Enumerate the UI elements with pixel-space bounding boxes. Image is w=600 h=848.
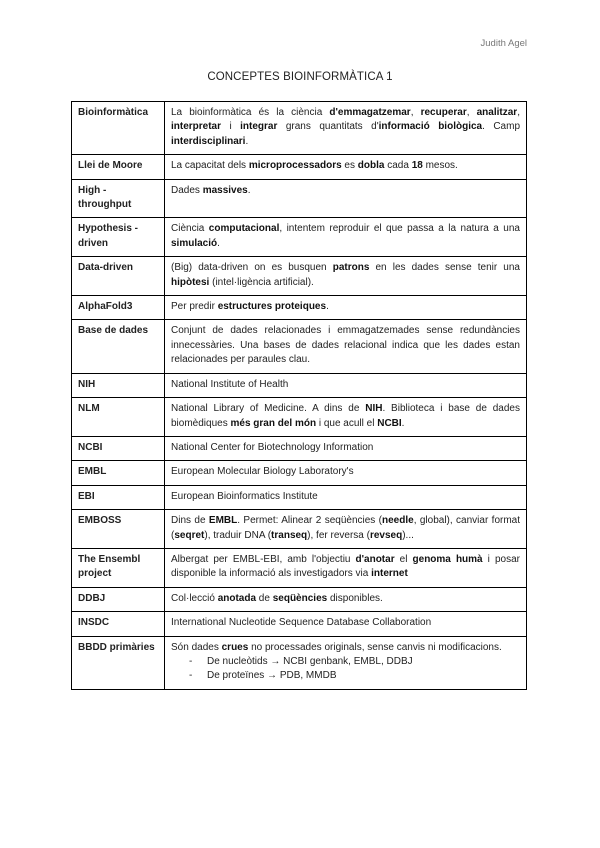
definition-text: Dins de	[171, 515, 209, 527]
glossary-term: High - throughput	[72, 179, 165, 218]
glossary-term: DDBJ	[72, 587, 165, 611]
definition-text: La capacitat dels	[171, 160, 249, 172]
definition-text: de	[256, 592, 273, 604]
definition-text: ,	[466, 107, 477, 118]
definition-text: La bioinformàtica és la ciència	[171, 107, 330, 118]
glossary-term: EBI	[72, 485, 165, 509]
glossary-definition	[165, 398, 527, 437]
glossary-definition	[165, 373, 527, 397]
glossary-row	[72, 320, 527, 373]
definition-text: .	[247, 184, 251, 196]
definition-text: )...	[402, 529, 414, 541]
glossary-row	[72, 218, 527, 257]
glossary-definition	[165, 320, 527, 373]
definition-text: .	[245, 135, 249, 147]
definition-text: i	[221, 121, 241, 133]
definition-text: (intel·ligència artificial).	[209, 276, 314, 288]
definition-keyword: integrar	[240, 121, 278, 133]
definition-text: ,	[517, 107, 520, 118]
definition-keyword: seqret	[174, 529, 205, 541]
glossary-row	[72, 587, 527, 611]
definition-keyword: NIH	[365, 403, 383, 415]
definition-keyword: genoma humà	[412, 553, 483, 565]
definition-text: Albergat per EMBL-EBI, amb l'objectiu	[171, 553, 356, 565]
glossary-row	[72, 102, 527, 155]
glossary-row	[72, 398, 527, 437]
definition-keyword: dobla	[357, 160, 385, 172]
definition-keyword: estructures proteiques	[217, 301, 327, 313]
definition-keyword: crues	[221, 641, 249, 653]
definition-keyword: computacional	[208, 223, 280, 235]
definition-text: i posar disponible la informació als investigadors via	[171, 553, 520, 580]
glossary-row	[72, 612, 527, 636]
definition-bullet-item: - De proteïnes → PDB, MMDB	[207, 669, 520, 683]
glossary-row	[72, 510, 527, 549]
definition-keyword: seqüències	[272, 592, 328, 604]
glossary-definition	[165, 510, 527, 549]
glossary-definition	[165, 102, 527, 155]
glossary-term: EMBOSS	[72, 510, 165, 549]
glossary-definition	[165, 257, 527, 296]
definition-text: International Nucleotide Sequence Database Collaboration	[171, 617, 432, 629]
definition-keyword: interdisciplinari	[171, 135, 246, 147]
glossary-row	[72, 636, 527, 689]
glossary-row	[72, 296, 527, 320]
glossary-term: AlphaFold3	[72, 296, 165, 320]
glossary-row	[72, 257, 527, 296]
glossary-term: NIH	[72, 373, 165, 397]
definition-text: Col·lecció	[171, 592, 218, 604]
definition-text: .	[326, 301, 329, 313]
definition-text: grans quantitats d'	[277, 121, 379, 133]
glossary-term: INSDC	[72, 612, 165, 636]
definition-keyword: anotada	[217, 592, 257, 604]
definition-keyword: EMBL	[208, 515, 238, 527]
definition-text: es	[341, 160, 358, 172]
definition-text: ), traduir DNA (	[204, 529, 272, 541]
definition-keyword: d'anotar	[355, 553, 395, 565]
glossary-definition	[165, 485, 527, 509]
definition-text: mesos.	[422, 160, 458, 172]
definition-keyword: massives	[202, 184, 248, 196]
glossary-row	[72, 436, 527, 460]
definition-text: . Permet: Alinear 2 seqüències (	[237, 515, 383, 527]
definition-text: .	[401, 417, 405, 429]
glossary-row	[72, 461, 527, 485]
glossary-term: EMBL	[72, 461, 165, 485]
glossary-definition	[165, 548, 527, 587]
glossary-definition	[165, 636, 527, 689]
definition-text: (Big) data-driven on es busquen	[171, 262, 333, 274]
definition-keyword: d'emmagatzemar	[329, 107, 411, 118]
glossary-definition	[165, 296, 527, 320]
glossary-definition	[165, 612, 527, 636]
glossary-term: Base de dades	[72, 320, 165, 373]
definition-text: el	[394, 553, 413, 565]
glossary-term: The Ensembl project	[72, 548, 165, 587]
definition-text: en les dades sense tenir una	[369, 262, 520, 274]
glossary-definition	[165, 436, 527, 460]
definition-keyword: patrons	[332, 262, 370, 274]
definition-text: Són dades	[171, 641, 222, 653]
definition-keyword: recuperar	[420, 107, 467, 118]
definition-keyword: 18	[411, 160, 423, 172]
glossary-term: Data-driven	[72, 257, 165, 296]
definition-keyword: més gran del món	[230, 417, 317, 429]
glossary-term: NCBI	[72, 436, 165, 460]
definition-text: Conjunt de dades relacionades i emmagatzemades sense redundàncies innecessàries. Una bases de dades relacional indica que les dades estan relacionades per paraules clau.	[171, 325, 520, 366]
definition-text: ,	[410, 107, 421, 118]
definition-text: Ciència	[171, 223, 209, 235]
definition-keyword: microprocessadors	[248, 160, 342, 172]
glossary-definition	[165, 155, 527, 179]
definition-keyword: informació biològica	[378, 121, 483, 133]
glossary-term: Hypothesis - driven	[72, 218, 165, 257]
definition-keyword: analitzar	[476, 107, 518, 118]
definition-text: National Center for Biotechnology Information	[171, 441, 374, 453]
definition-text: ), fer reversa (	[307, 529, 370, 541]
definition-keyword: revseq	[369, 529, 403, 541]
definition-bullet-item: - De nucleòtids → NCBI genbank, EMBL, DDBJ	[207, 655, 520, 669]
definition-text: Dades	[171, 184, 203, 196]
glossary-definition	[165, 587, 527, 611]
definition-keyword: simulació	[171, 237, 218, 249]
definition-text: National Institute of Health	[171, 378, 289, 390]
glossary-definition	[165, 461, 527, 485]
definition-text: , global), canviar format (	[171, 515, 520, 541]
glossary-definition	[165, 179, 527, 218]
definition-text: cada	[384, 160, 412, 172]
definition-keyword: hipòtesi	[171, 276, 210, 288]
definition-text: .	[217, 237, 220, 249]
definition-keyword: interpretar	[171, 121, 222, 133]
definition-text: , intentem reproduir el que passa a la natura a una	[279, 223, 520, 235]
definition-text: . Biblioteca i base de dades biomèdiques	[171, 403, 520, 429]
glossary-definition	[165, 218, 527, 257]
glossary-body	[72, 102, 527, 690]
glossary-row	[72, 485, 527, 509]
glossary-term: BBDD primàries	[72, 636, 165, 689]
definition-text: National Library of Medicine. A dins de	[171, 403, 366, 415]
document-title: CONCEPTES BIOINFORMÀTICA 1	[207, 71, 393, 83]
definition-bullet-list	[171, 655, 520, 684]
glossary-term: Llei de Moore	[72, 155, 165, 179]
definition-text: European Bioinformatics Institute	[171, 490, 318, 502]
definition-text: i que acull el	[316, 417, 378, 429]
glossary-term: Bioinformàtica	[72, 102, 165, 155]
definition-text: no processades originals, sense canvis ni modificacions.	[248, 641, 502, 653]
definition-keyword: transeq	[271, 529, 308, 541]
glossary-table	[71, 101, 527, 690]
definition-text: disponibles.	[327, 592, 383, 604]
glossary-row	[72, 155, 527, 179]
definition-text: European Molecular Biology Laboratory's	[171, 466, 354, 478]
definition-text: . Camp	[482, 121, 521, 133]
glossary-row	[72, 548, 527, 587]
definition-keyword: needle	[382, 515, 414, 527]
definition-keyword: NCBI	[377, 417, 402, 429]
definition-text: Per predir	[171, 301, 218, 313]
glossary-row	[72, 373, 527, 397]
glossary-row	[72, 179, 527, 218]
author-name: Judith Agel	[480, 38, 527, 49]
glossary-term: NLM	[72, 398, 165, 437]
definition-keyword: internet	[371, 568, 408, 580]
